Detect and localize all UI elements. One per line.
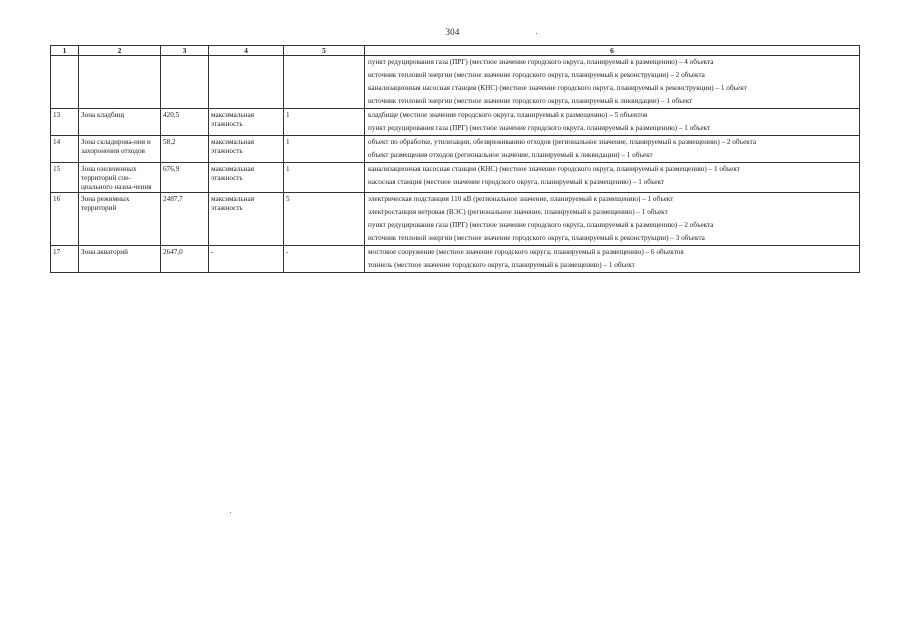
row-number-cell xyxy=(51,56,79,109)
planned-objects-cell xyxy=(365,246,860,273)
area-cell: 2487,7 xyxy=(161,193,209,246)
planned-object-line: канализационная насосная станция (КНС) (местное значение городского округа, планируемый к реконструкции) – 1 объект xyxy=(368,84,747,92)
planned-objects-cell xyxy=(365,56,860,109)
parameter-cell: максимальная этажность xyxy=(209,109,284,136)
parameter-value-cell xyxy=(284,56,365,109)
row-number-cell: 15 xyxy=(51,163,79,193)
zone-name-cell: Зона озелененных территорий спе-циального назна-чения xyxy=(79,163,161,193)
parameter-value-cell: 1 xyxy=(284,163,365,193)
planned-object-line: объект размещения отходов (региональное значение, планируемый к ликвидации) – 1 объект xyxy=(368,151,653,159)
planned-object-line: канализационная насосная станция (КНС) (местное значение городского округа, планируемый к размещению) – 1 объект xyxy=(368,165,740,173)
planned-object-line: кладбище (местное значение городского округа, планируемый к размещению) – 5 объектов xyxy=(368,111,648,119)
zones-table xyxy=(50,45,860,273)
parameter-cell xyxy=(209,56,284,109)
parameter-value-cell: 1 xyxy=(284,109,365,136)
area-cell: 2647,0 xyxy=(161,246,209,273)
zone-name-cell: Зона режимных территорий xyxy=(79,193,161,246)
scan-speck xyxy=(536,33,537,34)
planned-object-line: источник тепловой энергии (местное значение городского округа, планируемый к реконструкции) – 2 объекта xyxy=(368,71,705,79)
planned-objects-cell xyxy=(365,136,860,163)
table-row xyxy=(51,163,860,193)
planned-object-line: электростанция ветровая (ВЭС) (региональное значение, планируемый к размещению) – 1 объект xyxy=(368,208,668,216)
column-header: 4 xyxy=(209,46,284,56)
column-header: 5 xyxy=(284,46,365,56)
row-number-cell: 14 xyxy=(51,136,79,163)
column-header: 3 xyxy=(161,46,209,56)
table-row xyxy=(51,109,860,136)
parameter-value-cell: - xyxy=(284,246,365,273)
row-number-cell: 16 xyxy=(51,193,79,246)
column-header: 1 xyxy=(51,46,79,56)
row-number-cell: 13 xyxy=(51,109,79,136)
table-row xyxy=(51,56,860,109)
area-cell: 676,9 xyxy=(161,163,209,193)
planned-object-line: объект по обработке, утилизации, обезвреживанию отходов (региональное значение, планируемый к размещению) – 2 объекта xyxy=(368,138,757,146)
parameter-cell: максимальная этажность xyxy=(209,136,284,163)
zone-name-cell: Зона кладбищ xyxy=(79,109,161,136)
parameter-value-cell: 1 xyxy=(284,136,365,163)
table-header-row xyxy=(51,46,860,56)
parameter-cell: максимальная этажность xyxy=(209,163,284,193)
area-cell: 58,2 xyxy=(161,136,209,163)
page-number: 304 xyxy=(445,27,460,37)
planned-object-line: тоннель (местное значение городского округа, планируемый к размещению) – 1 объект xyxy=(368,261,635,269)
zone-name-cell: Зона складирова-ния и захоронения отходов xyxy=(79,136,161,163)
parameter-cell: максимальная этажность xyxy=(209,193,284,246)
column-header: 6 xyxy=(365,46,860,56)
row-number-cell: 17 xyxy=(51,246,79,273)
planned-object-line: пункт редуцирования газа (ПРГ) (местное значение городского округа, планируемый к размещению) – 2 объекта xyxy=(368,221,714,229)
planned-object-line: источник тепловой энергии (местное значение городского округа, планируемый к реконструкции) – 3 объекта xyxy=(368,234,705,242)
planned-object-line: источник тепловой энергии (местное значение городского округа, планируемый к ликвидации) – 1 объект xyxy=(368,97,693,105)
table-row xyxy=(51,136,860,163)
planned-objects-cell xyxy=(365,109,860,136)
planned-objects-cell xyxy=(365,163,860,193)
planned-object-line: мостовое сооружение (местное значение городского округа, планируемый к размещению) – 6 объектов xyxy=(368,248,684,256)
table-row xyxy=(51,246,860,273)
zone-name-cell: Зона акваторий xyxy=(79,246,161,273)
planned-object-line: насосная станция (местное значение городского округа, планируемый к размещению) – 1 объект xyxy=(368,178,665,186)
planned-object-line: пункт редуцирования газа (ПРГ) (местное значение городского округа, планируемый к размещению) – 1 объект xyxy=(368,124,711,132)
table-row xyxy=(51,193,860,246)
zone-name-cell xyxy=(79,56,161,109)
scan-speck xyxy=(230,512,231,513)
area-cell: 420,5 xyxy=(161,109,209,136)
planned-object-line: электрическая подстанция 110 кВ (региональное значение, планируемый к размещению) – 1 объект xyxy=(368,195,674,203)
area-cell xyxy=(161,56,209,109)
planned-object-line: пункт редуцирования газа (ПРГ) (местное значение городского округа, планируемый к размещению) – 4 объекта xyxy=(368,58,714,66)
planned-objects-cell xyxy=(365,193,860,246)
parameter-value-cell: 5 xyxy=(284,193,365,246)
parameter-cell: - xyxy=(209,246,284,273)
column-header: 2 xyxy=(79,46,161,56)
